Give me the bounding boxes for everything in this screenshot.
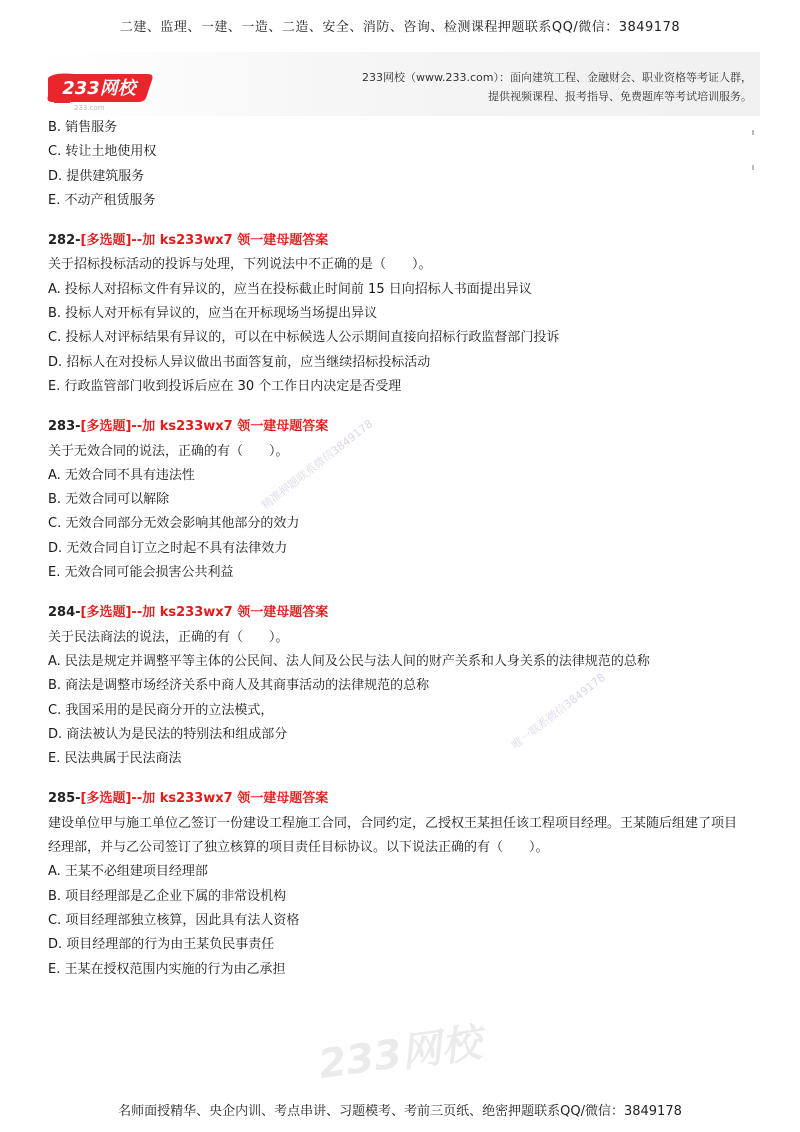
- option-b: B. 商法是调整市场经济关系中商人及其商事活动的法律规范的总称: [48, 678, 430, 694]
- question-number: 283-: [48, 419, 81, 435]
- question-text: 关于招标投标活动的投诉与处理，下列说法中不正确的是（ ）。: [48, 257, 432, 273]
- option-a: A. 王某不必组建项目经理部: [48, 864, 208, 880]
- question-header: [48, 415, 748, 439]
- header-description: [362, 68, 752, 106]
- question-282: [48, 229, 748, 399]
- option-c: C. 项目经理部独立核算，因此具有法人资格: [48, 912, 300, 928]
- option-b: B. 无效合同可以解除: [48, 492, 170, 508]
- question-header: [48, 787, 748, 811]
- site-logo: [44, 70, 156, 104]
- question-text: 关于无效合同的说法，正确的有（ ）。: [48, 443, 289, 459]
- top-banner: 二建、监理、一建、一造、二造、安全、消防、咨询、检测课程押题联系QQ/微信：3849178: [119, 20, 681, 35]
- header-desc-line-1: 233网校（www.233.com）：面向建筑工程、金融财会、职业资格等考证人群，: [362, 71, 752, 84]
- option-b: B. 项目经理部是乙企业下属的非常设机构: [48, 888, 287, 904]
- option-d: D. 无效合同自订立之时起不具有法律效力: [48, 540, 288, 556]
- question-284: [48, 601, 748, 771]
- watermark-logo: [300, 1015, 500, 1095]
- option-a: A. 投标人对招标文件有异议的，应当在投标截止时间前 15 日向招标人书面提出异议: [48, 281, 532, 297]
- watermark-text: 唯一联系微信3849178: [509, 670, 608, 752]
- option-c: C. 无效合同部分无效会影响其他部分的效力: [48, 516, 300, 532]
- question-tag: [多选题]--加 ks233wx7 领一建母题答案: [80, 791, 329, 807]
- logo-subtext: 233.com: [74, 104, 105, 112]
- footer-banner: 名师面授精华、央企内训、考点串讲、习题模考、考前三页纸、绝密押题联系QQ/微信：3849178: [118, 1104, 682, 1119]
- question-283: [48, 415, 748, 585]
- margin-mark: [752, 130, 754, 135]
- option-d: D. 提供建筑服务: [48, 168, 145, 184]
- logo-text: 233网校: [62, 78, 136, 99]
- prev-question-options: [48, 116, 748, 213]
- option-e: E. 不动产租赁服务: [48, 192, 156, 208]
- option-e: E. 民法典属于民法商法: [48, 751, 182, 767]
- question-number: 282-: [48, 233, 81, 249]
- header-desc-line-2: 提供视频课程、报考指导、免费题库等考试培训服务。: [488, 90, 752, 103]
- option-c: C. 转让土地使用权: [48, 144, 157, 160]
- option-a: A. 无效合同不具有违法性: [48, 467, 195, 483]
- option-c: C. 我国采用的是民商分开的立法模式，: [48, 702, 274, 718]
- option-e: E. 王某在授权范围内实施的行为由乙承担: [48, 961, 286, 977]
- option-c: C. 投标人对评标结果有异议的，可以在中标候选人公示期间直接向招标行政监督部门投诉: [48, 330, 560, 346]
- margin-mark: [752, 165, 754, 170]
- watermark-logo-text: 233网校: [315, 1019, 485, 1089]
- option-a: A. 民法是规定并调整平等主体的公民间、法人间及公民与法人间的财产关系和人身关系的法律规范的总称: [48, 653, 650, 669]
- question-tag: [多选题]--加 ks233wx7 领一建母题答案: [80, 605, 329, 621]
- question-number: 284-: [48, 605, 81, 621]
- option-b: B. 销售服务: [48, 120, 118, 135]
- option-d: D. 商法被认为是民法的特别法和组成部分: [48, 726, 288, 742]
- question-tag: [多选题]--加 ks233wx7 领一建母题答案: [80, 419, 329, 435]
- question-tag: [多选题]--加 ks233wx7 领一建母题答案: [80, 233, 329, 249]
- option-d: D. 项目经理部的行为由王某负民事责任: [48, 937, 275, 953]
- watermark-text: 精准押题联系微信3849178: [259, 417, 376, 512]
- question-text: 关于民法商法的说法，正确的有（ ）。: [48, 629, 289, 645]
- question-header: [48, 229, 748, 253]
- question-text: 建设单位甲与施工单位乙签订一份建设工程施工合同，合同约定，乙授权王某担任该工程项目经理。王某随后组建了项目经理部，并与乙公司签订了独立核算的项目责任目标协议。以下说法正确的有（ ）。: [48, 815, 738, 856]
- question-header: [48, 601, 748, 625]
- question-285: [48, 787, 748, 981]
- option-b: B. 投标人对开标有异议的，应当在开标现场当场提出异议: [48, 306, 378, 322]
- question-number: 285-: [48, 791, 81, 807]
- option-e: E. 行政监管部门收到投诉后应在 30 个工作日内决定是否受理: [48, 378, 402, 394]
- option-d: D. 招标人在对投标人异议做出书面答复前，应当继续招标投标活动: [48, 354, 431, 370]
- question-content: [48, 116, 748, 982]
- option-e: E. 无效合同可能会损害公共利益: [48, 565, 234, 581]
